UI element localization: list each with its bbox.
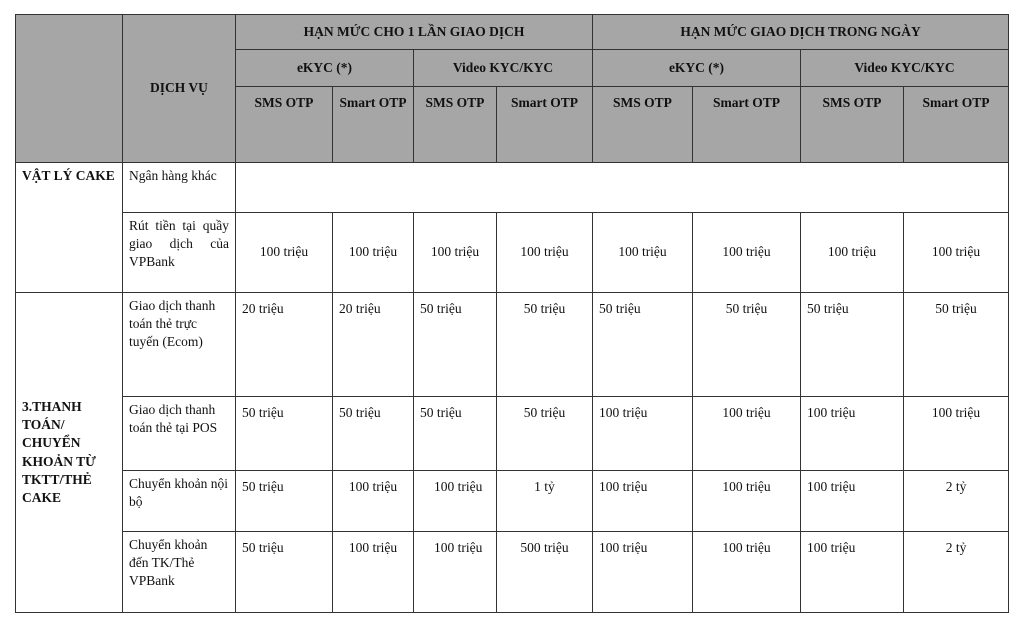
- otp-type-header: Smart OTP: [693, 87, 801, 163]
- service-cell: Giao dịch thanh toán thẻ trực tuyến (Ecom): [123, 293, 236, 397]
- value-cell: 50 triệu: [333, 397, 414, 471]
- value-cell: 2 tỷ: [904, 471, 1009, 532]
- otp-type-header: SMS OTP: [593, 87, 693, 163]
- value-cell: 500 triệu: [497, 532, 593, 613]
- value-cell: 100 triệu: [333, 213, 414, 293]
- ekyc-header: eKYC (*): [236, 50, 414, 87]
- value-cell: 50 triệu: [801, 293, 904, 397]
- corner-cell: [16, 15, 123, 163]
- otp-type-header: Smart OTP: [904, 87, 1009, 163]
- value-cell: 50 triệu: [593, 293, 693, 397]
- value-cell: 100 triệu: [693, 213, 801, 293]
- value-cell: 50 triệu: [414, 293, 497, 397]
- service-cell: Chuyển khoản nội bộ: [123, 471, 236, 532]
- service-cell: Chuyển khoản đến TK/Thẻ VPBank: [123, 532, 236, 613]
- value-cell: 100 triệu: [593, 397, 693, 471]
- value-cell: 50 triệu: [693, 293, 801, 397]
- per-transaction-header: HẠN MỨC CHO 1 LẦN GIAO DỊCH: [236, 15, 593, 50]
- value-cell: 50 triệu: [236, 471, 333, 532]
- value-cell: 100 triệu: [593, 213, 693, 293]
- table-row: [16, 293, 1009, 397]
- value-cell: 100 triệu: [904, 397, 1009, 471]
- service-header: DỊCH VỤ: [123, 15, 236, 163]
- otp-type-header: Smart OTP: [497, 87, 593, 163]
- otp-type-header: Smart OTP: [333, 87, 414, 163]
- value-cell: 50 triệu: [414, 397, 497, 471]
- table-row: [16, 471, 1009, 532]
- value-cell: 100 triệu: [904, 213, 1009, 293]
- value-cell: 50 triệu: [236, 397, 333, 471]
- value-cell: 2 tỷ: [904, 532, 1009, 613]
- empty-values-cell: [236, 163, 1009, 213]
- value-cell: 100 triệu: [693, 397, 801, 471]
- table-row: [16, 532, 1009, 613]
- value-cell: 100 triệu: [414, 532, 497, 613]
- otp-type-header: SMS OTP: [414, 87, 497, 163]
- service-cell: Rút tiền tại quầy giao dịch của VPBank: [123, 213, 236, 293]
- value-cell: 100 triệu: [801, 471, 904, 532]
- value-cell: 100 triệu: [414, 213, 497, 293]
- value-cell: 100 triệu: [593, 471, 693, 532]
- value-cell: 100 triệu: [593, 532, 693, 613]
- value-cell: 100 triệu: [693, 532, 801, 613]
- category-cell: 3.THANH TOÁN/ CHUYỂN KHOẢN TỪ TKTT/THẺ CAKE: [16, 293, 123, 613]
- value-cell: 20 triệu: [236, 293, 333, 397]
- category-cell: VẬT LÝ CAKE: [16, 163, 123, 293]
- table-row: [16, 163, 1009, 213]
- value-cell: 100 triệu: [801, 397, 904, 471]
- otp-type-header: SMS OTP: [236, 87, 333, 163]
- value-cell: 50 triệu: [497, 397, 593, 471]
- video-kyc-header: Video KYC/KYC: [414, 50, 593, 87]
- value-cell: 100 triệu: [801, 532, 904, 613]
- service-cell: Giao dịch thanh toán thẻ tại POS: [123, 397, 236, 471]
- value-cell: 100 triệu: [801, 213, 904, 293]
- per-day-header: HẠN MỨC GIAO DỊCH TRONG NGÀY: [593, 15, 1009, 50]
- value-cell: 50 triệu: [904, 293, 1009, 397]
- value-cell: 100 triệu: [414, 471, 497, 532]
- otp-type-header: SMS OTP: [801, 87, 904, 163]
- value-cell: 50 triệu: [497, 293, 593, 397]
- value-cell: 50 triệu: [236, 532, 333, 613]
- value-cell: 100 triệu: [236, 213, 333, 293]
- service-cell: Ngân hàng khác: [123, 163, 236, 213]
- value-cell: 1 tỷ: [497, 471, 593, 532]
- value-cell: 100 triệu: [693, 471, 801, 532]
- table-row: [16, 397, 1009, 471]
- ekyc-header: eKYC (*): [593, 50, 801, 87]
- value-cell: 100 triệu: [333, 532, 414, 613]
- table-row: [16, 213, 1009, 293]
- limits-table: [15, 14, 1009, 613]
- video-kyc-header: Video KYC/KYC: [801, 50, 1009, 87]
- value-cell: 100 triệu: [333, 471, 414, 532]
- value-cell: 20 triệu: [333, 293, 414, 397]
- value-cell: 100 triệu: [497, 213, 593, 293]
